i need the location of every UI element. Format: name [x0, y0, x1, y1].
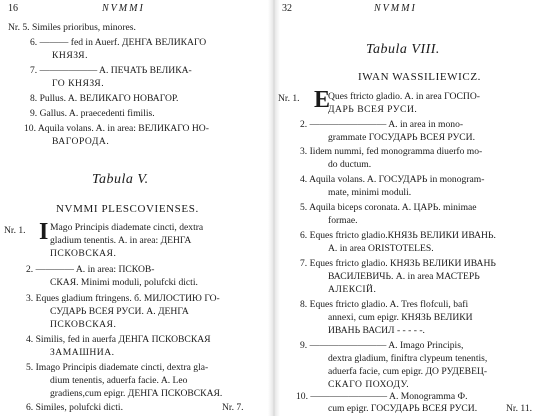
left-line: 7. —————— A. ПЕЧАТЬ ВЕЛИКА- — [30, 65, 192, 76]
right-line: АЛЕКСІЙ. — [328, 284, 377, 295]
right-line: formae. — [328, 215, 358, 226]
entry-number: Nr. 1. — [4, 225, 26, 236]
right-page — [278, 0, 548, 416]
left-line: gradiens,cum epigr. ДЕНГА ПСКОВСКАЯ. — [50, 388, 223, 399]
left-line: ПСКОВСКАЯ. — [50, 248, 117, 259]
left-page-number: 16 — [8, 3, 18, 14]
left-line: 10. Aquila volans. A. in area: ВЕЛИКАГО НО- — [24, 123, 209, 134]
left-line: КНЯЗЯ. — [52, 50, 88, 61]
entry-number: Nr. 1. — [278, 93, 300, 104]
right-line: grammate ГОСУДАРЬ ВСЕЯ РУСИ. — [328, 132, 475, 143]
right-line: cum epigr. ГОСУДАРЬ ВСЕЯ РУСИ. — [328, 403, 478, 414]
right-line: 7. Eques ftricto gladio. КНЯЗЬ ВЕЛИКИ ИВАНЬ — [300, 258, 496, 269]
right-line: ИВАНЬ ВАСИЛ - - - - -. — [328, 325, 425, 336]
left-line: Nr. 5. Similes prioribus, minores. — [8, 22, 136, 33]
left-line: 2. ———— A. in area: ПСКОВ- — [26, 264, 155, 275]
left-page — [0, 0, 270, 416]
section-title: Tabula V. — [92, 172, 149, 187]
right-line: 4. Aquila volans. A. ГОСУДАРЬ in monogram- — [300, 174, 485, 185]
catchword: Nr. 7. — [222, 402, 244, 413]
right-line: do ductum. — [328, 159, 372, 170]
right-line: mate, minimi moduli. — [328, 187, 412, 198]
right-line: 5. Aquila biceps coronata. A. ЦАРЬ. minimae — [300, 202, 477, 213]
right-running-head: NVMMI — [374, 3, 417, 14]
left-line: gladium tenentis. A. in area: ДЕНГА — [50, 235, 192, 246]
left-line: 9. Gallus. A. praecedenti fimilis. — [30, 108, 155, 119]
right-line: 10. ———————— A. Monogramma Ф. — [296, 391, 468, 402]
section-title: Tabula VIII. — [366, 42, 440, 57]
right-line: 8. Eques ftricto gladio. A. Tres flofculi, bafi — [300, 299, 469, 310]
drop-cap: I — [39, 219, 49, 245]
right-line: 3. Iidem nummi, fed monogramma diuerfo mo- — [300, 146, 483, 157]
right-line: aduerfa facie, cum epigr. ДО РУДЕВЕЦ- — [328, 366, 488, 377]
left-running-head: NVMMI — [102, 3, 145, 14]
left-line: ВАГОРОДА. — [52, 136, 110, 147]
left-line: Mago Principis diademate cincti, dextra — [50, 222, 204, 233]
left-line: ГО КНЯЗЯ. — [52, 78, 105, 89]
right-page-number: 32 — [282, 3, 292, 14]
left-line: 6. Similes, polufcki dicti. — [26, 402, 123, 413]
section-subtitle: IWAN WASSILIEWICZ. — [358, 71, 482, 83]
left-line: 8. Pullus. A. ВЕЛИКАГО НОВАГОР. — [30, 93, 179, 104]
right-line: 6. Eques ftricto gladio.КНЯЗЬ ВЕЛИКИ ИВАНЬ. — [300, 230, 496, 241]
section-subtitle: NVMMI PLESCOVIENSES. — [56, 203, 199, 215]
left-line: ЗАМАШНИА. — [50, 347, 115, 358]
right-line: 2. ———————— A. in area in mono- — [300, 119, 464, 130]
right-line: annexi, cum epigr. КНЯЗЬ ВЕЛИКИ — [328, 312, 473, 323]
drop-cap: E — [314, 87, 331, 113]
left-line: 3. Eques gladium ftringens. б. МИЛОСТИЮ ГО- — [26, 293, 220, 304]
left-line: 4. Similis, fed in auerfa ДЕНГА ПСКОВСКАЯ — [26, 334, 211, 345]
left-line: 5. Imago Principis diademate cincti, dextra gla- — [26, 362, 209, 373]
catchword: Nr. 11. — [506, 403, 533, 414]
left-line: 6. ——— fed in Auerf. ДЕНГА ВЕЛИКАГО — [30, 37, 207, 48]
left-line: dium tenentis, aduerfa facie. A. Leo — [50, 375, 188, 386]
left-line: ПСКОВСКАЯ. — [50, 319, 117, 330]
right-line: ДАРЬ ВСЕЯ РУСИ. — [328, 104, 418, 115]
right-line: dextra gladium, finiftra clypeum tenentis, — [328, 353, 488, 364]
right-line: A. in area ORISTOTELES. — [328, 243, 434, 254]
right-line: 9. ———————— A. Imago Principis, — [300, 340, 464, 351]
right-line: ВАСИЛЕВИЧЬ. A. in area МАСТЕРЬ — [328, 271, 480, 282]
right-line: Ques ftricto gladio. A. in area ГОСПО- — [328, 91, 480, 102]
right-line: СКАГО ПОХОДУ. — [328, 379, 410, 390]
left-line: СУДАРЬ ВСЕЯ РУСИ. A. ДЕНГА — [50, 306, 189, 317]
left-line: СКАЯ. Minimi moduli, polufcki dicti. — [50, 277, 198, 288]
